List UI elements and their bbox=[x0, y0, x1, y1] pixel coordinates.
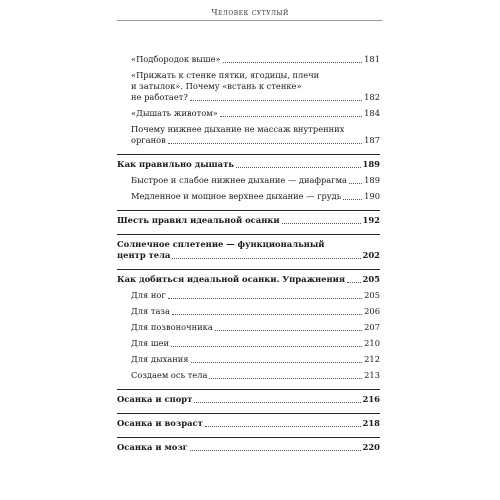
table-of-contents bbox=[117, 54, 380, 453]
toc-entry-title: «Подбородок выше» bbox=[131, 54, 221, 64]
toc-chapter-entry[interactable] bbox=[117, 394, 380, 405]
toc-chapter-entry[interactable] bbox=[117, 418, 380, 429]
section-divider bbox=[117, 389, 380, 390]
toc-entry[interactable] bbox=[131, 370, 380, 381]
toc-leader bbox=[205, 426, 361, 427]
toc-entry-title: Для дыхания bbox=[131, 354, 189, 364]
toc-entry-page: 206 bbox=[364, 306, 380, 316]
toc-chapter-entry[interactable] bbox=[117, 274, 380, 285]
toc-entry-title: Осанка и возраст bbox=[117, 418, 203, 428]
toc-leader bbox=[190, 100, 362, 101]
toc-leader bbox=[282, 223, 361, 224]
toc-entry[interactable] bbox=[131, 306, 380, 317]
toc-leader bbox=[215, 330, 362, 331]
toc-entry-page: 189 bbox=[364, 175, 380, 185]
toc-entry[interactable] bbox=[131, 70, 380, 103]
toc-entry-title: Как правильно дышать bbox=[117, 159, 234, 169]
toc-entry-title: Для позвоночника bbox=[131, 322, 213, 332]
toc-entry-title-line: органов bbox=[131, 135, 166, 145]
toc-entry[interactable] bbox=[131, 322, 380, 333]
toc-chapter-entry[interactable] bbox=[117, 215, 380, 226]
toc-entry-page: 184 bbox=[364, 108, 380, 118]
section-divider bbox=[117, 437, 380, 438]
toc-entry-title: Шесть правил идеальной осанки bbox=[117, 215, 280, 225]
toc-leader bbox=[191, 362, 363, 363]
toc-entry-page: 190 bbox=[364, 191, 380, 201]
toc-entry-page: 216 bbox=[362, 394, 380, 404]
section-divider bbox=[117, 413, 380, 414]
toc-entry-page: 181 bbox=[364, 54, 380, 64]
toc-entry-title: Для таза bbox=[131, 306, 170, 316]
toc-entry-page: 210 bbox=[364, 338, 380, 348]
toc-entry-title: Быстрое и слабое нижнее дыхание — диафрагма bbox=[131, 175, 348, 185]
toc-leader bbox=[347, 282, 360, 283]
toc-entry-page: 189 bbox=[362, 159, 380, 169]
toc-entry[interactable] bbox=[131, 54, 380, 65]
toc-entry-page: 213 bbox=[364, 370, 380, 380]
toc-entry[interactable] bbox=[131, 354, 380, 365]
toc-entry-title-line: не работает? bbox=[131, 92, 188, 102]
toc-leader bbox=[194, 402, 360, 403]
toc-entry-title: Осанка и спорт bbox=[117, 394, 193, 404]
toc-entry-title-line: «Прижать к стенке пятки, ягодицы, плечи bbox=[131, 70, 320, 80]
header-divider bbox=[117, 20, 382, 21]
toc-entry[interactable] bbox=[131, 175, 380, 186]
toc-entry-title: Для шеи bbox=[131, 338, 170, 348]
toc-entry[interactable] bbox=[131, 338, 380, 349]
toc-entry-title: Для ног bbox=[131, 290, 166, 300]
toc-entry-title-line: Почему нижнее дыхание не массаж внутренних bbox=[131, 124, 345, 134]
section-divider bbox=[117, 210, 380, 211]
toc-entry-page: 218 bbox=[362, 418, 380, 428]
toc-entry-page: 207 bbox=[364, 322, 380, 332]
toc-entry-page: 220 bbox=[362, 442, 380, 452]
toc-entry-page: 187 bbox=[364, 135, 380, 145]
toc-leader bbox=[223, 62, 363, 63]
toc-chapter-entry[interactable] bbox=[117, 159, 380, 170]
toc-leader bbox=[172, 314, 362, 315]
toc-chapter-entry[interactable] bbox=[117, 442, 380, 453]
toc-entry-page: 205 bbox=[362, 274, 380, 284]
toc-entry-page: 212 bbox=[364, 354, 380, 364]
toc-leader bbox=[220, 116, 362, 117]
toc-leader bbox=[236, 167, 361, 168]
toc-entry-title: Как добиться идеальной осанки. Упражнения bbox=[117, 274, 346, 284]
section-divider bbox=[117, 234, 380, 235]
toc-entry[interactable] bbox=[131, 108, 380, 119]
toc-entry-page: 192 bbox=[362, 215, 380, 225]
toc-leader bbox=[168, 298, 362, 299]
toc-entry-title: Осанка и мозг bbox=[117, 442, 188, 452]
toc-chapter-entry[interactable] bbox=[117, 239, 380, 261]
toc-entry-page: 182 bbox=[364, 92, 380, 102]
toc-leader bbox=[209, 378, 362, 379]
toc-leader bbox=[171, 346, 362, 347]
toc-entry-title: Медленное и мощное верхнее дыхание — грудь bbox=[131, 191, 342, 201]
section-divider bbox=[117, 154, 380, 155]
toc-entry-title-line: центр тела bbox=[117, 250, 171, 260]
running-header: Человек сутулый bbox=[211, 8, 289, 17]
toc-entry-title-line: и затылок». Почему «встань к стенке» bbox=[131, 81, 302, 91]
section-divider bbox=[117, 269, 380, 270]
toc-entry-title-line: Солнечное сплетение — функциональный bbox=[117, 239, 325, 249]
toc-leader bbox=[172, 258, 360, 259]
toc-leader bbox=[343, 199, 362, 200]
toc-entry[interactable] bbox=[131, 290, 380, 301]
toc-entry-page: 205 bbox=[364, 290, 380, 300]
toc-entry-title: «Дышать животом» bbox=[131, 108, 218, 118]
toc-entry-page: 202 bbox=[362, 250, 380, 260]
toc-leader bbox=[349, 183, 362, 184]
toc-entry[interactable] bbox=[131, 191, 380, 202]
toc-entry-title: Создаем ось тела bbox=[131, 370, 208, 380]
toc-leader bbox=[190, 450, 361, 451]
toc-leader bbox=[168, 143, 362, 144]
toc-entry[interactable] bbox=[131, 124, 380, 146]
